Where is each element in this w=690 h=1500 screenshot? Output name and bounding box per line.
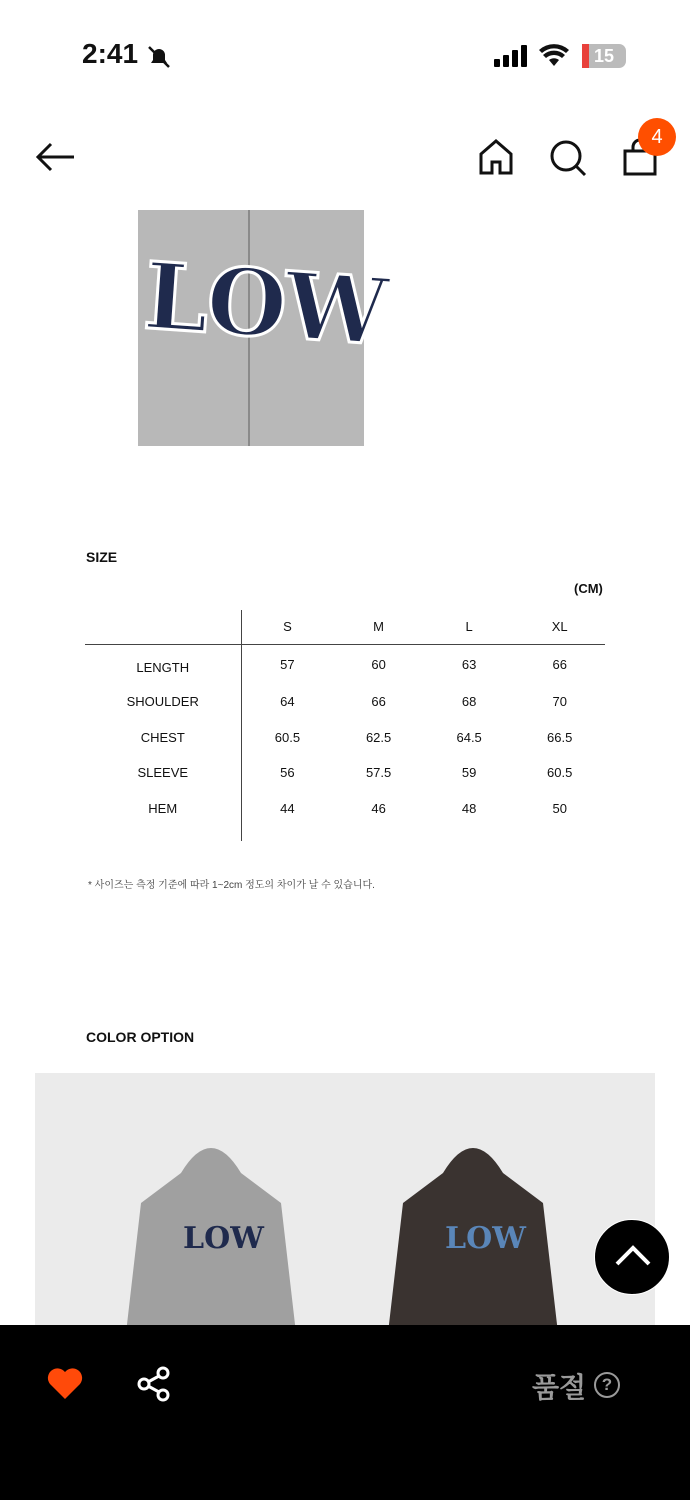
color-option-title: COLOR OPTION — [86, 1029, 195, 1045]
sold-out-label: 품절 — [532, 1372, 587, 1403]
table-cell: 50 — [552, 800, 567, 816]
column-header: L — [424, 610, 515, 644]
table-row — [85, 684, 605, 720]
color-option-image — [35, 1073, 655, 1333]
signal-icon — [494, 44, 530, 68]
chevron-up-icon — [595, 1220, 671, 1296]
table-cell: 68 — [461, 694, 477, 710]
heart-icon[interactable] — [46, 1366, 84, 1400]
table-cell: 63 — [461, 656, 477, 672]
back-arrow-icon[interactable] — [34, 140, 76, 174]
column-header: M — [333, 610, 424, 644]
table-cell: 70 — [552, 694, 567, 710]
column-header: S — [241, 610, 333, 644]
table-cell: 60.5 — [547, 765, 573, 781]
row-label: SHOULDER — [85, 684, 241, 720]
size-note: * 사이즈는 측정 기준에 따라 1~2cm 정도의 차이가 날 수 있습니다. — [88, 880, 375, 891]
table-cell: 60.5 — [274, 729, 301, 745]
cart-count-badge: 4 — [638, 118, 676, 156]
table-cell: 64 — [280, 694, 295, 710]
table-cell: 62.5 — [365, 729, 392, 745]
table-cell — [85, 610, 241, 644]
gray-hoodie-image — [131, 1133, 291, 1333]
table-header-row — [85, 610, 605, 644]
search-icon[interactable] — [548, 138, 588, 178]
table-cell: 57 — [280, 656, 295, 672]
table-cell: 66.5 — [547, 729, 573, 745]
charcoal-hoodie-image — [393, 1133, 553, 1333]
row-label: LENGTH — [85, 644, 241, 684]
table-row — [85, 644, 605, 684]
battery-indicator: 15 — [582, 44, 626, 68]
table-cell: 57.5 — [365, 765, 392, 781]
status-time: 2:41 — [82, 38, 139, 69]
table-row — [85, 720, 605, 756]
row-label: HEM — [85, 791, 241, 841]
table-row — [85, 755, 605, 791]
column-header: XL — [514, 610, 605, 644]
table-row — [85, 791, 605, 841]
bottom-action-bar — [0, 1325, 690, 1500]
table-cell: 60 — [371, 656, 386, 672]
home-icon[interactable] — [478, 138, 514, 176]
scroll-to-top-button[interactable] — [594, 1219, 670, 1295]
row-label: CHEST — [85, 720, 241, 756]
share-icon[interactable] — [136, 1366, 172, 1402]
table-cell: 66 — [552, 656, 567, 672]
table-cell: 56 — [280, 765, 295, 781]
help-icon[interactable]: ? — [594, 1372, 620, 1398]
product-detail-image: LOW — [138, 210, 364, 446]
table-cell: 64.5 — [456, 729, 482, 745]
size-unit: (CM) — [574, 581, 603, 596]
table-cell: 66 — [371, 694, 386, 710]
size-title: SIZE — [86, 549, 118, 565]
row-label: SLEEVE — [85, 755, 241, 791]
table-cell: 48 — [461, 800, 477, 816]
bell-muted-icon — [146, 44, 172, 70]
table-cell: 44 — [280, 800, 295, 816]
svg-text:LOW: LOW — [183, 1221, 264, 1256]
svg-text:LOW: LOW — [445, 1221, 526, 1256]
table-cell: 59 — [461, 765, 477, 781]
table-cell: 46 — [371, 800, 386, 816]
wifi-icon — [538, 44, 570, 68]
size-table — [85, 610, 605, 841]
